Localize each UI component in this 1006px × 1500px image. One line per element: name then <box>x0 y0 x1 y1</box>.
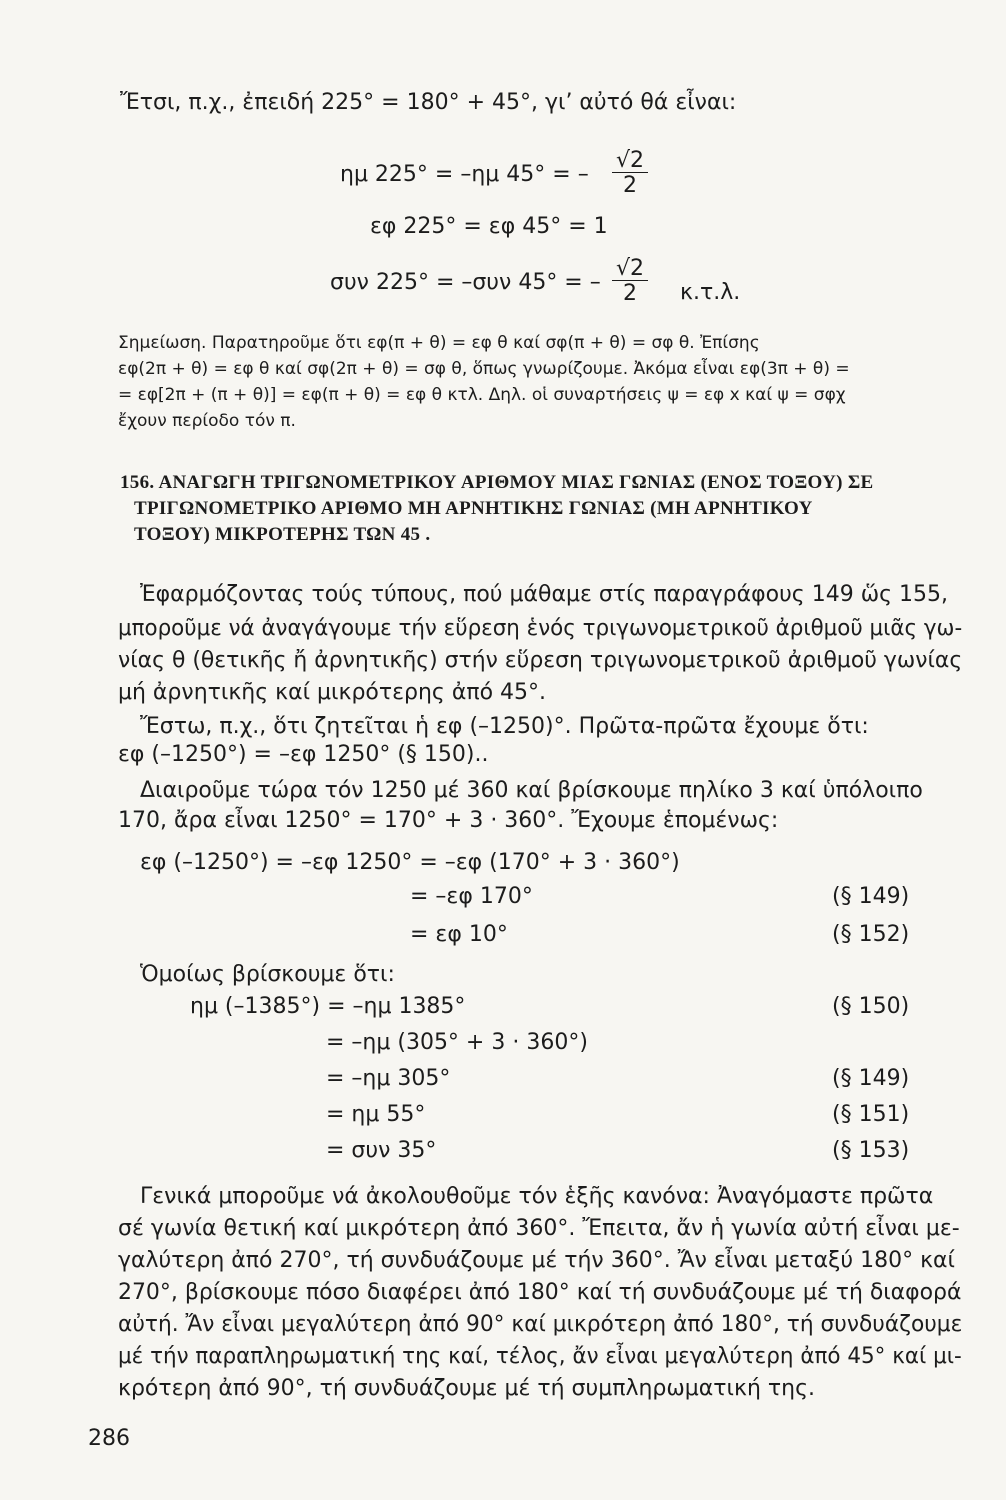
eq-cos-225: συν 225° = –συν 45° = – <box>330 270 601 295</box>
note-line-3: = εφ[2π + (π + θ)] = εφ(π + θ) = εφ θ κτλ. Δηλ. οἱ συναρτήσεις ψ = εφ x καί ψ = σφχ <box>118 385 846 405</box>
fraction-denominator: 2 <box>623 173 637 198</box>
para4-line-4: 270°, βρίσκουμε πόσο διαφέρει ἀπό 180° καί τή συνδυάζουμε μέ τή διαφορά <box>118 1280 962 1305</box>
para4-line-3: γαλύτερη ἀπό 270°, τή συνδυάζουμε μέ τήν 360°. Ἄν εἶναι μεταξύ 180° καί <box>118 1248 955 1273</box>
para1-line-2: μποροῦμε νά ἀναγάγουμε τήν εὕρεση ἑνός τριγωνομετρικοῦ ἀριθμοῦ μιᾶς γω- <box>118 616 963 641</box>
eq-sin-55: = ημ 55° <box>326 1102 426 1127</box>
intro-line: Ἔτσι, π.χ., ἐπειδή 225° = 180° + 45°, γι’ αὐτό θά εἶναι: <box>120 90 737 115</box>
eq-tan-neg1250: εφ (–1250°) = –εφ 1250° = –εφ (170° + 3 · 360°) <box>140 850 680 875</box>
section-heading-line-1: 156. ΑΝΑΓΩΓΗ ΤΡΙΓΩΝΟΜΕΤΡΙΚΟΥ ΑΡΙΘΜΟΥ ΜΙΑΣ ΓΩΝΙΑΣ (ΕΝΟΣ ΤΟΞΟΥ) ΣΕ <box>120 472 874 493</box>
eq-tan-170: = –εφ 170° <box>410 884 533 909</box>
para3-line-1: Διαιροῦμε τώρα τόν 1250 μέ 360 καί βρίσκουμε πηλίκο 3 καί ὑπόλοιπο <box>140 778 923 803</box>
para4-line-2: σέ γωνία θετική καί μικρότερη ἀπό 360°. Ἔπειτα, ἄν ἡ γωνία αὐτή εἶναι με- <box>118 1216 960 1241</box>
note-line-2: εφ(2π + θ) = εφ θ καί σφ(2π + θ) = σφ θ, ὅπως γνωρίζουμε. Ἀκόμα εἶναι εφ(3π + θ) = <box>118 359 850 379</box>
section-heading-line-2: ΤΡΙΓΩΝΟΜΕΤΡΙΚΟ ΑΡΙΘΜΟ ΜΗ ΑΡΝΗΤΙΚΗΣ ΓΩΝΙΑΣ (ΜΗ ΑΡΝΗΤΙΚΟΥ <box>134 498 813 519</box>
eq-cos-35: = συν 35° <box>326 1138 437 1163</box>
note-line-1: Σημείωση. Παρατηροῦμε ὅτι εφ(π + θ) = εφ θ καί σφ(π + θ) = σφ θ. Ἐπίσης <box>118 333 760 353</box>
section-reference: (§ 150) <box>832 994 910 1019</box>
para1-line-1: Ἐφαρμόζοντας τούς τύπους, πού μάθαμε στίς παραγράφους 149 ὥς 155, <box>140 582 949 607</box>
section-reference: (§ 151) <box>832 1102 910 1127</box>
section-reference: (§ 149) <box>832 1066 910 1091</box>
para4-line-6: μέ τήν παραπληρωματική της καί, τέλος, ἄν εἶναι μεγαλύτερη ἀπό 45° καί μι- <box>118 1344 962 1369</box>
eq-sin-305: = –ημ 305° <box>326 1066 451 1091</box>
fraction-numerator: √2 <box>612 258 648 281</box>
fraction-sqrt2-over-2 <box>612 150 648 199</box>
eq-sin-225: ημ 225° = –ημ 45° = – <box>340 162 589 187</box>
eq-tan-10: = εφ 10° <box>410 922 508 947</box>
note-line-4: ἔχουν περίοδο τόν π. <box>118 411 296 431</box>
eq-tan-225: εφ 225° = εφ 45° = 1 <box>370 214 608 239</box>
section-reference: (§ 153) <box>832 1138 910 1163</box>
para1-line-3: νίας θ (θετικῆς ἤ ἀρνητικῆς) στήν εὕρεση τριγωνομετρικοῦ ἀριθμοῦ γωνίας <box>118 648 963 673</box>
section-reference: (§ 149) <box>832 884 910 909</box>
para2-line-1: Ἔστω, π.χ., ὅτι ζητεῖται ἡ εφ (–1250)°. Πρῶτα-πρῶτα ἔχουμε ὅτι: <box>140 714 869 739</box>
eq-sin-neg1385: ημ (–1385°) = –ημ 1385° <box>190 994 466 1019</box>
fraction-sqrt2-over-2 <box>612 258 648 307</box>
fraction-denominator: 2 <box>623 281 637 306</box>
section-heading-line-3: ΤΟΞΟΥ) ΜΙΚΡΟΤΕΡΗΣ ΤΩΝ 45 . <box>134 524 431 545</box>
eq-sin-305-plus: = –ημ (305° + 3 · 360°) <box>326 1030 588 1055</box>
similarly-line: Ὁμοίως βρίσκουμε ὅτι: <box>140 962 395 987</box>
page-number: 286 <box>88 1426 130 1451</box>
para2-line-2: εφ (–1250°) = –εφ 1250° (§ 150).. <box>118 742 489 767</box>
section-reference: (§ 152) <box>832 922 910 947</box>
para1-line-4: μή ἀρνητικῆς καί μικρότερης ἀπό 45°. <box>118 680 547 705</box>
para3-line-2: 170, ἄρα εἶναι 1250° = 170° + 3 · 360°. Ἔχουμε ἑπομένως: <box>118 808 779 833</box>
para4-line-1: Γενικά μποροῦμε νά ἀκολουθοῦμε τόν ἑξῆς κανόνα: Ἀναγόμαστε πρῶτα <box>140 1184 934 1209</box>
para4-line-5: αὐτή. Ἄν εἶναι μεγαλύτερη ἀπό 90° καί μικρότερη ἀπό 180°, τή συνδυάζουμε <box>118 1312 963 1337</box>
para4-line-7: κρότερη ἀπό 90°, τή συνδυάζουμε μέ τή συμπληρωματική της. <box>118 1376 815 1401</box>
etc-abbreviation: κ.τ.λ. <box>680 280 741 305</box>
fraction-numerator: √2 <box>612 150 648 173</box>
